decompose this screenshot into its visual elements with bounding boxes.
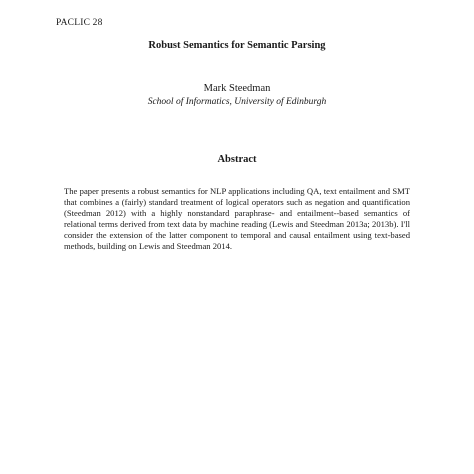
conference-header: PACLIC 28 [56,18,103,28]
paper-title: Robust Semantics for Semantic Parsing [148,40,326,51]
abstract-heading: Abstract [217,154,257,165]
author-affiliation: School of Informatics, University of Edinburgh [147,97,327,107]
abstract-text: The paper presents a robust semantics for NLP applications including QA, text entailment and SMT that combines a (fairly) standard treatment of logical operators such as negation and quantification (Steedman 2012) with a highly nonstandard paraphrase- and entailment--based semantics of relational terms derived from text data by machine reading (Lewis and Steedman 2013a; 2013b). I'll consider the extension of the latter component to temporal and causal entailment using text-based methods, building on Lewis and Steedman 2014. [64,186,410,251]
author-name: Mark Steedman [203,83,271,94]
